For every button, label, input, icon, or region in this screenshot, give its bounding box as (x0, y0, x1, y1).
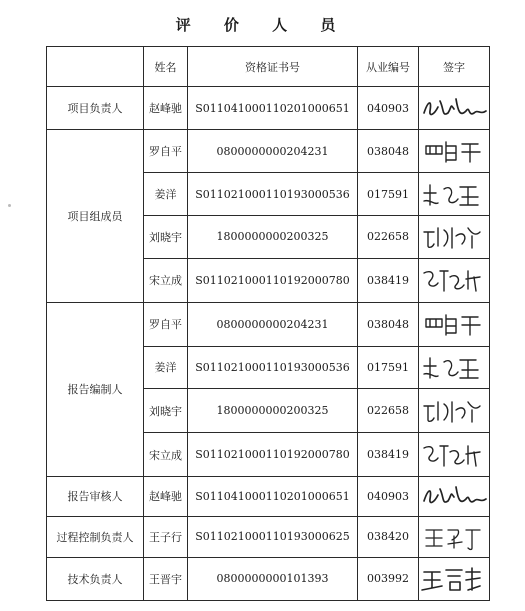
role-cell: 项目负责人 (47, 87, 144, 130)
signature-cell (419, 388, 490, 432)
handwritten-signature (420, 481, 488, 511)
name-cell: 赵峰驰 (144, 87, 188, 130)
certificate-cell: S011041000110201000651 (188, 476, 358, 516)
table-header-row (47, 47, 490, 87)
table-row (47, 557, 490, 600)
employee-no-cell: 038419 (358, 433, 419, 476)
signature-cell (419, 433, 490, 476)
role-cell: 项目组成员 (47, 130, 144, 303)
evaluator-table (46, 46, 490, 601)
name-cell: 罗自平 (144, 130, 188, 172)
name-cell: 王晋宇 (144, 557, 188, 600)
table-body (47, 87, 490, 601)
table-row (47, 517, 490, 557)
header-certificate: 资格证书号 (188, 47, 358, 87)
header-signature: 签字 (419, 47, 490, 87)
employee-no-cell: 038420 (358, 517, 419, 557)
handwritten-signature (420, 222, 488, 252)
name-cell: 宋立成 (144, 433, 188, 476)
certificate-cell: S011021000110192000780 (188, 258, 358, 302)
certificate-cell: 1800000000200325 (188, 216, 358, 258)
table-row (47, 303, 490, 346)
certificate-cell: 0800000000204231 (188, 130, 358, 172)
certificate-cell: 0800000000204231 (188, 303, 358, 346)
handwritten-signature (420, 265, 488, 295)
signature-cell (419, 258, 490, 302)
handwritten-signature (420, 352, 488, 382)
certificate-cell: 0800000000101393 (188, 557, 358, 600)
signature-cell (419, 517, 490, 557)
handwritten-signature (420, 396, 488, 426)
name-cell: 姜洋 (144, 346, 188, 388)
role-cell: 技术负责人 (47, 557, 144, 600)
name-cell: 王子行 (144, 517, 188, 557)
header-name: 姓名 (144, 47, 188, 87)
role-cell: 过程控制负责人 (47, 517, 144, 557)
signature-cell (419, 130, 490, 172)
handwritten-signature (420, 522, 488, 552)
table-row (47, 476, 490, 516)
handwritten-signature (420, 309, 488, 339)
name-cell: 宋立成 (144, 258, 188, 302)
employee-no-cell: 022658 (358, 388, 419, 432)
employee-no-cell: 017591 (358, 172, 419, 215)
signature-cell (419, 216, 490, 258)
certificate-cell: 1800000000200325 (188, 388, 358, 432)
signature-cell (419, 557, 490, 600)
signature-cell (419, 476, 490, 516)
header-role (47, 47, 144, 87)
employee-no-cell: 038419 (358, 258, 419, 302)
name-cell: 刘晓宇 (144, 388, 188, 432)
table-row (47, 130, 490, 172)
signature-cell (419, 303, 490, 346)
certificate-cell: S011021000110193000625 (188, 517, 358, 557)
name-cell: 姜洋 (144, 172, 188, 215)
header-employee-no: 从业编号 (358, 47, 419, 87)
signature-cell (419, 172, 490, 215)
handwritten-signature (420, 564, 488, 594)
employee-no-cell: 003992 (358, 557, 419, 600)
certificate-cell: S011041000110201000651 (188, 87, 358, 130)
employee-no-cell: 038048 (358, 130, 419, 172)
scan-speck (8, 204, 11, 207)
employee-no-cell: 038048 (358, 303, 419, 346)
employee-no-cell: 017591 (358, 346, 419, 388)
certificate-cell: S011021000110192000780 (188, 433, 358, 476)
certificate-cell: S011021000110193000536 (188, 172, 358, 215)
name-cell: 罗自平 (144, 303, 188, 346)
employee-no-cell: 040903 (358, 87, 419, 130)
evaluator-table-container (46, 46, 489, 601)
handwritten-signature (420, 179, 488, 209)
handwritten-signature (420, 440, 488, 470)
certificate-cell: S011021000110193000536 (188, 346, 358, 388)
role-cell: 报告审核人 (47, 476, 144, 516)
role-cell: 报告编制人 (47, 303, 144, 477)
employee-no-cell: 040903 (358, 476, 419, 516)
handwritten-signature (420, 93, 488, 123)
page-title: 评 价 人 员 (175, 16, 350, 34)
handwritten-signature (420, 136, 488, 166)
name-cell: 赵峰驰 (144, 476, 188, 516)
table-row (47, 87, 490, 130)
signature-cell (419, 346, 490, 388)
signature-cell (419, 87, 490, 130)
employee-no-cell: 022658 (358, 216, 419, 258)
name-cell: 刘晓宇 (144, 216, 188, 258)
